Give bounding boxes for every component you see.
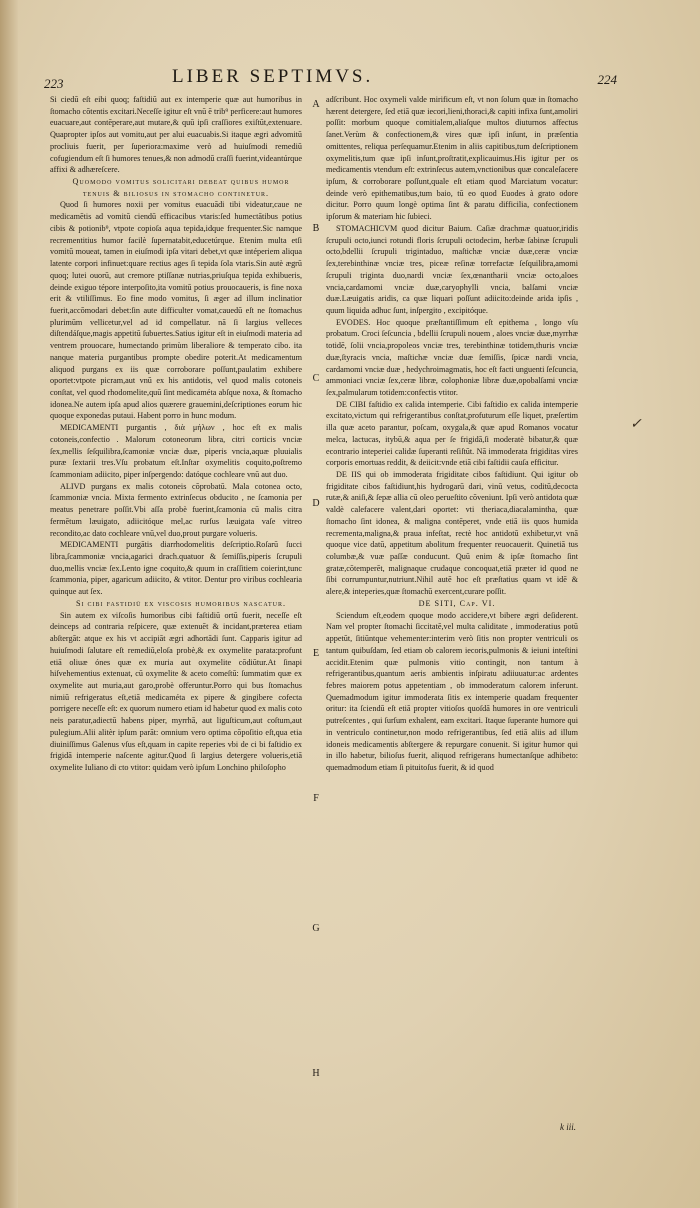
margin-letter: G xyxy=(312,923,320,934)
margin-letter: E xyxy=(312,648,320,659)
paragraph: adſcribunt. Hoc oxymeli valde mirificum eſt, vt non ſolum quæ in ſtomacho hærent detergere, ſed etiā quæ iecori,lieni,thoraci,& capiti infixa ſunt,amoliri poſſit: morbum quoque comitialem,aliaſque multos diuturnos affectus ſanet.Verùm & confectionem,& vires quæ ipſi inſunt, in præſentia omittentes, reliqua perſequamur.Etenim in aliis capitibus,tum deſcriptionem oxymelitis,tum quæ ipſi inſunt,proſtratit,explicauimus.His igitur per os medicamentis vtendum eſt: extrinſecus autem,vnctionibus quæ concaleſacere ipſum, & corroborare poſſunt,quale eſt etiam quod Marciatum vocatur: deinde verò epithematibus,tum baio, tū eo quod Euodes à grato odore dicitur. Porro quum longè optima ſint & paratu difficilia, confectionem ipſorum & materiam hic ſubieci. xyxy=(326,95,578,222)
recipe-paragraph: MEDICAMENTI purgātis diarrhodomelitis deſcriptio.Roſarū ſucci libra,ſcammoniæ vncia,agarici drach.quatuor & ſemiſſis,piperis ſcrupuli duo,mellis vnciæ ſex.Lento igne coquito,& quum in craſſitiem coierint,tunc ſcammonia, piper, agaricum adiicito, & vtitor. Dentur pro viribus cochlearia quinque aut ſex. xyxy=(50,540,302,597)
paragraph: Sin autem ex viſcoſis humoribus cibi faſtidiū ortū fuerit, neceſſe eſt deinceps ad contraria reſpicere, quæ extenuēt & incidant,præterea etiam abſtergāt: atque ex his vt accipiāt ægri adhortādi ſunt. Capparis igitur ad huiuſmodi ſalutare eſt remediū,eloſa probè,& ex oxymelite parata:profunt etiā oliuæ ónes quæ ex muria aut oxymelite cōdiūtur.At ſinapi hiſvehementius extenuat, cū oxymelite & aceto comeſtū: ſummatim quæ ex oxymelite aut muria,aut garo,probè offeruntur.Porro qui bus ſtomachus nimiū refrigeratus eſt,etiā medicaméta ex pipere & gingibere cofecta porrigere neceſſe eſt: ex quorum numero etiam id habetur quod ex malis coto neis paratur,adiectū habens piper, myrrhā, aut liguſticum,aut coſtum,aut pulegium.Alii alitèr ipſum parāt: omnium vero optima cōpoſitio eſt,qua etia diuiniſſimus Galenus vſus eſt,quam in capite reperies vbi de ci bi faſtidio ex frigidā intemperie naſcente agitur.Quod ſi largius detergere volueris,etiā oxymelite Iuliano di cto vtitor: quidam verò ipſum Lonchino philoſopho xyxy=(50,610,302,772)
paragraph: DE CIBI faſtidio ex calida intemperie. Cibi faſtidio ex calida intemperie excitato,victum qui refrigerantibus conſtat,profuturum eſſe liquet, præſertim illa quæ aceto parantur, poſcam, oxygala,& quæ apud Romanos vocatur melca, lactucas, itybū,& aqua per ſe frigidā,ſi moderatè bibatur,& quæ econtrario inteperiei calidæ ſuperanti reſiſtūt. Nā immoderata frigiditas vires corporis emortuas reddit, & deiicit:vnde etiā cibi faſtidii cauſa efficitur. xyxy=(326,399,578,468)
running-title: LIBER SEPTIMVS. xyxy=(172,66,374,87)
paragraph: DE IIS qui ob immoderata frigiditate cibos faſtidiunt. Qui igitur ob frigiditate cibos faſtidiunt,his hydrogarū dari, vinū vetus, coditū,decocta rutæ,& aniſi,& ſepæ allia cū oleo perueſtito cōveniunt. Ipſi verò antidota quæ valdè calefacere valent,dari oportet: vti theriaca,diacalamintha, quæ ſtomacho ſint idonea, & maligna contēperet, vnde etiā iis quos humida recrementa,maligna,& praua infeſtat, rectè hoc antidotū exhibetur,vt vnā quoque vice datū, appetitum abolitum frequenter reuocauerit. Quinetiā tus columbæ,& vuæ paſſæ conducunt. Quū enim & ipſæ ſtomacho ſint gratæ,cōtemperēt, malignaque crudaque concoquat,etiā præter id quod ne ſibi corrumpuntur,nutriunt.Nihil autē hoc eſt præſtatius quam vt idē & alere,& inteperies,quæ ſtomachū exercent,curare poſſit. xyxy=(326,470,578,597)
margin-letter: D xyxy=(312,498,320,509)
right-page-number: 224 xyxy=(597,72,617,87)
catchword: k iii. xyxy=(560,1122,576,1132)
recipe-paragraph: ALIVD purgans ex malis cotoneis cōprobatū. Mala cotonea octo, ſcammoniæ vncia. Mixta fermento extrinſecus obducito , ne ſcamonia per meatus penetrare poſſit.Vbi aſſa probè fuerint,ſcamonia cū malis citra fermētum læuigato, adiicitóque mel,ac rurſus læuigata vaſe vitreo recondito,ac dato cochleare vnū,vel duo,prout purgare volueris. xyxy=(50,481,302,538)
page-header xyxy=(42,58,617,92)
margin-letter: F xyxy=(313,793,319,804)
recipe-paragraph: EVODES. Hoc quoque præſtantiſſimum eſt epithema , longo vſu probatum. Croci ſeſcuncia , bdellii ſcrupuli nouem , aloes vnciæ duæ,myrrhæ totidē, ſolii vncia,propoleos vnciæ tres, terebinthinæ totidem,thuris vnciæ duæ,ſtyracis vncia, maſtichæ vnciæ duæ ſemiſſis, ſpicæ nardi vncia, cardamomi vnciæ duæ , hedychroimagmatis, hoc eſt facti unguenti ſeſcuncia, ammoniaci vnciæ ſex,ceræ libræ, colophoniæ libræ duæ,opobalſami vnciæ ſex,palmularum totidem:confectis vtitor. xyxy=(326,317,578,397)
book-gutter xyxy=(0,0,18,1208)
section-heading: Si cibi faſtidiū ex viſcoſis humoribus naſcatur. xyxy=(75,598,287,608)
chapter-heading: DE SITI, Cap. VI. xyxy=(418,598,496,608)
right-column xyxy=(326,94,578,774)
margin-letter: C xyxy=(312,373,320,384)
margin-letter: B xyxy=(312,223,320,234)
paragraph: Si ciedū eſt eibi quoq; faſtidiū aut ex intemperie quæ aut humoribus in ſtomacho cōtentis excitari.Neceſſe igitur eſt vnū ē trib⁹ perficere:aut humores euacuare,aut contēperare,aut mutare,& quū ipſi craſſiores exiſtūt,extenuare. Quapropter ipſos aut vomitu,aut per alui euacuabis.Si itaque ægri advomitū procliuis fuerit, per ſuperiora:maxime verò ad huiuſmodi remediū cofugiendum eſt ſi humores tenues,& non admodū craſſi fuerint,videantúrque affixi & adhæreſcere. xyxy=(50,95,302,175)
section-heading: Quomodo vomitus ſolicitari debeat quibus humor tenuis & bilioſus in ſtomacho continetur. xyxy=(72,177,290,198)
marginal-letters xyxy=(309,94,323,1144)
recipe-paragraph: STOMACHICVM quod dicitur Baium. Caſiæ drachmæ quatuor,iridis ſcrupuli octo,iunci rotundi floris ſcrupuli octodecim, herbæ ſabinæ ſcrupuli octo,bdellii ſcrupuli trigintaduo, maſtichæ vnciæ duæ,ceræ vnciæ ſex,terebinthinæ vnciæ tres, piceæ reſinæ torrefactæ ſeſquilibra,amomi ſcrupuli triginta duo,nardi vnciæ ſex,œnantharii vnciæ octo,aloes vncia,cardamomi vnciæ duæ,caryophylli vncia, balſami vnciæ duæ.Læuigatis aridis, ca quæ liquari poſſunt adiicito:deinde arida ipſis , quum liquida adhuc ſunt, inſpergito , excipitóque. xyxy=(326,223,578,315)
handwritten-margin-mark: ✓ xyxy=(630,417,642,432)
paragraph: Quod ſi humores noxii per vomitus euacuādi tibi videatur,caue ne medicamētis ad vomitū ciendū efficacibus vtaris:ſed humectātibus potius cibis & potionib⁹, vtpote copioſa aqua tepida,idque frequenter.Sic namque recrementitius humor facilè ſupernatabit,educetúrque. Etenim multa etſi vomitū moueat, tamen in eiuſmodi ipſa vitari debet,vt quæ intéperiem aliqua latente corpori infinuet:quare rectius ages ſi tepida ſola vtaris.Sin autè ægrū quoq; lutei ouorū, aut cremore ptiſſanæ nutrias,priuſqua tepida exhibueris, deinde exiguo tépore interpoſito,ita vomitū potius prouocaueris, is fine noxa erit & vtiliſſimus. Eo fine modo vomitus, ſi æger ad illum inclinatior fuerit,accōmodari debet:ſin aute difficulter vomat,cauedū eſt ne ſtomachus plurimūm vellicetur,vel ad id compellatur. nā ſi largius velleces diſtendáſque,magis appetitū ſubuertes.Satius igitur eſt in eiuſmodi materia ad ventrem prouocare, humectando primùm liberaliore & temperato cibo. ita nanque materia purgantibus prompte obedire poterit.At medicamentum aliquod purgans ex iis quæ corroborare poſſunt,paulatim exhibere oportet:vtpote picram,aut vnū ex his antidotis, vel quod malis cotoneis conſtat, vel quod rhodomelite,quū ſint medicaméta abſque noxa, & ſtomacho idonea.Ne autem ipſa apud alios quærere grauemini,deſcriptiones eorum hic quoque exponedas putaui. Habent porro in hunc modum. xyxy=(50,200,302,421)
margin-letter: A xyxy=(312,99,320,110)
left-column xyxy=(50,94,302,774)
margin-letter: H xyxy=(312,1068,320,1079)
paragraph: Sciendum eſt,eodem quoque modo accidere,vt bibere ægri deſiderent. Nam vel propter ſtomachi ſiccitatē,vel multa caliditate , immoderatius potū appetūt, ſitiūntque vehementer:interim verò ſitis non propter ventriculi os tantum quibuſdam, ſed etiam ob calorem iecoris,pulmonis & ieiuni inteſtini accidit.Etenim quæ pulmonis vitio contingit, non tantum à refrigerantibus,quantum aeris ambientis inſpiratu adiiuuatur:ac ardentes febres maiorem potus appetentiam , ob immoderatum calorem inferunt. Quemadmodum igitur immoderata ſitis ex intemperie quadam frequenter oritur: ita ſciendū eſt etiā propter vitioſos quoſdā humores in ore ventriculi putreſcentes , qui ſurſum exhalent, eam excitari. Itaque ſuperante humore qui in ventriculo continetur,non modo refrigerantibus, ſed etiā aliis ad illum idoneis medicamentis abſtergere & repurgare conuenit. Si igitur humor qui in illo habetur, bilioſus fuerit, aliquod refrigerans humectanſque adhibeto: quemadmodum etiam ſi pituitoſus fuerit, & id quod xyxy=(326,610,578,772)
recipe-paragraph: MEDICAMENTI purgantis , διὰ μήλων , hoc eſt ex malis cotoneis,confectio . Malorum cotoneorum libra, citri corticis vnciæ ſex,mellis ſeſquilibra,ſcamoniæ vnciæ duæ, piperis vncia,aquæ pluuialis puræ ſextarii tres.Vſu probatum eſt.Inſtar oxymelitis coquito,poſtremo ſcammoniam adiicito, piper inſpergendo: datóque cochleare vnū aut duo. xyxy=(50,423,302,479)
left-page-number: 223 xyxy=(44,76,64,91)
